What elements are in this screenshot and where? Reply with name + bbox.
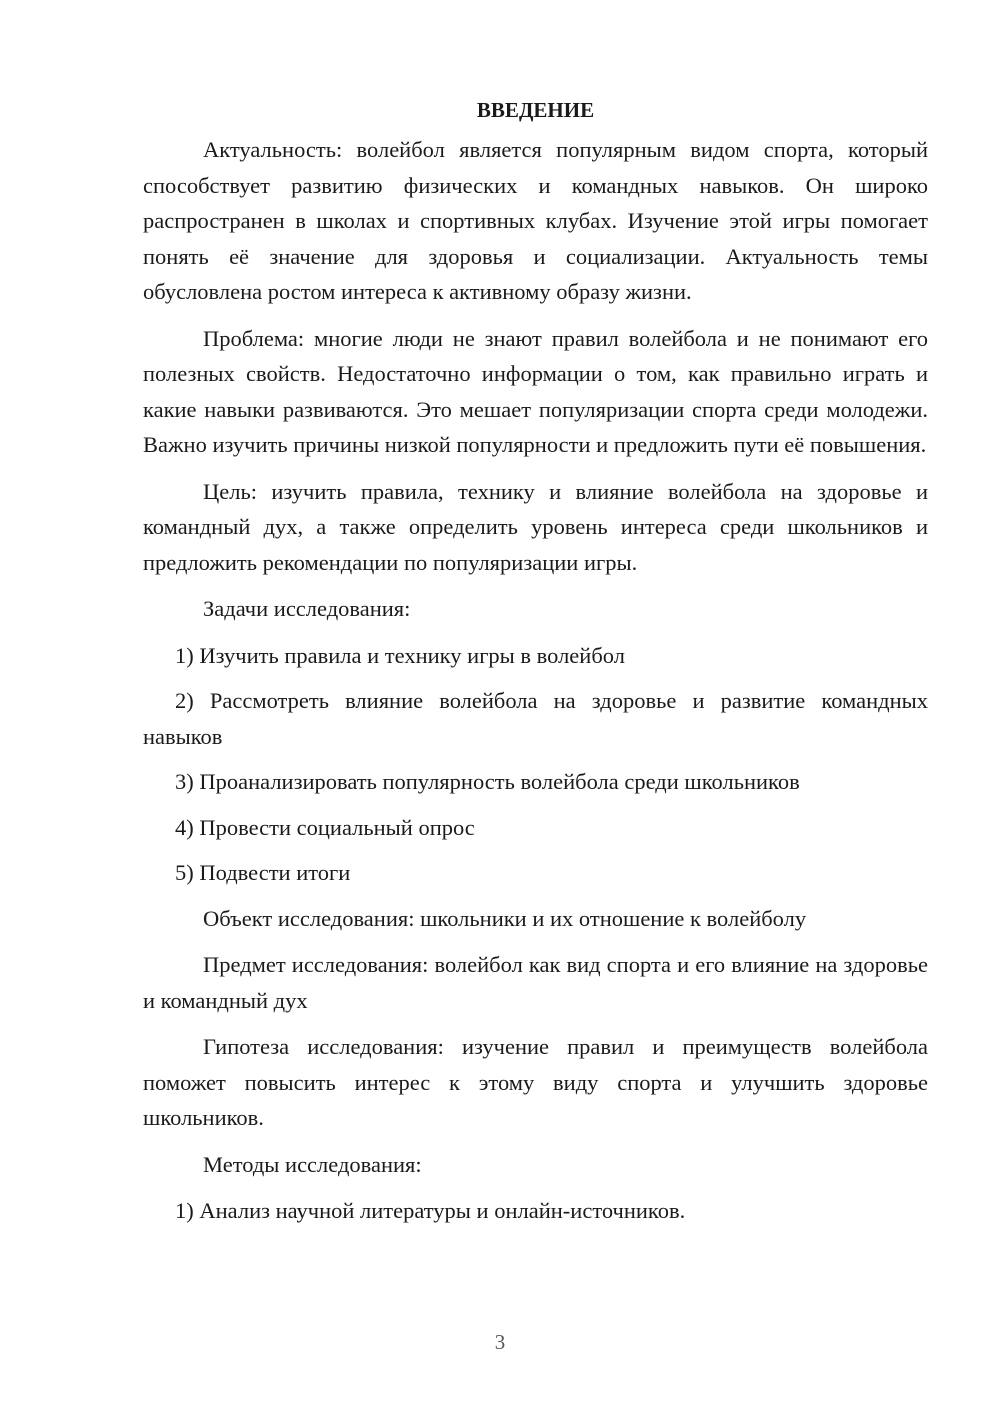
method-item: 1) Анализ научной литературы и онлайн-источников.: [175, 1198, 686, 1223]
hypothesis-paragraph: Гипотеза исследования: изучение правил и преимуществ волейбола поможет повысить интерес к этому виду спорта и улучшить здоровье школьников.: [143, 1034, 928, 1130]
relevance-paragraph: Актуальность: волейбол является популярным видом спорта, который способствует развитию физических и командных навыков. Он широко распространен в школах и спортивных клубах. Изучение этой игры помогает понять её значение для здоровья и социализации. Актуальность темы обусловлена ростом интереса к активному образу жизни.: [143, 137, 928, 304]
task-item: 5) Подвести итоги: [175, 860, 351, 885]
task-item: 3) Проанализировать популярность волейбола среди школьников: [175, 769, 800, 794]
task-item: 1) Изучить правила и технику игры в волейбол: [175, 642, 625, 668]
goal-paragraph: Цель: изучить правила, технику и влияние волейбола на здоровье и командный дух, а также определить уровень интереса среди школьников и предложить рекомендации по популяризации игры.: [143, 478, 928, 575]
object-paragraph: Объект исследования: школьники и их отношение к волейболу: [203, 905, 807, 931]
task-item: 4) Провести социальный опрос: [175, 814, 475, 840]
methods-heading: Методы исследования:: [203, 1151, 422, 1177]
section-title: ВВЕДЕНИЕ: [476, 98, 595, 122]
subject-paragraph: Предмет исследования: волейбол как вид спорта и его влияние на здоровье и командный дух: [143, 952, 928, 1013]
page-number: 3: [494, 1330, 506, 1354]
tasks-heading: Задачи исследования:: [203, 596, 411, 621]
problem-paragraph: Проблема: многие люди не знают правил волейбола и не понимают его полезных свойств. Недостаточно информации о том, как правильно играть и какие навыки развиваются. Это мешает популяризации спорта среди молодежи. Важно изучить причины низкой популярности и предложить пути её повышения.: [143, 325, 928, 457]
document-page: [143, 92, 928, 1239]
task-item: 2) Рассмотреть влияние волейбола на здоровье и развитие командных навыков: [143, 688, 928, 749]
